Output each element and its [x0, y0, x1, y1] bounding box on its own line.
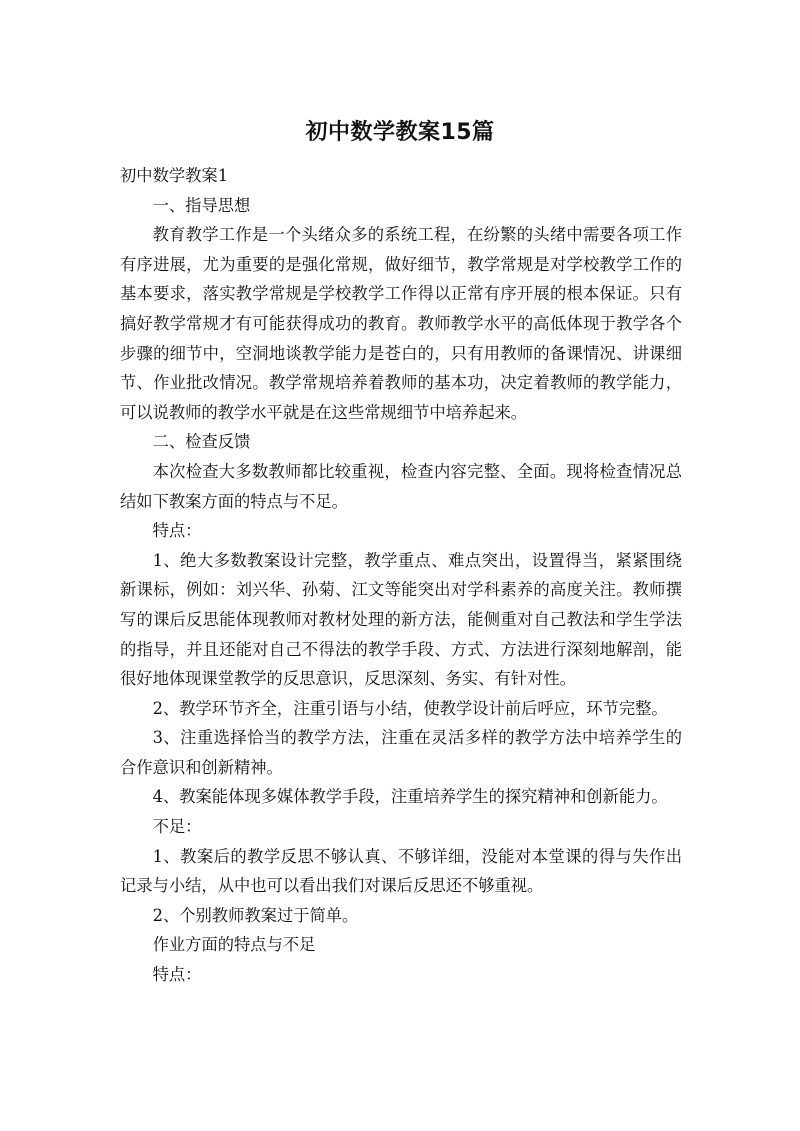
document-title: 初中数学教案15篇	[305, 120, 495, 145]
label-homework-features: 特点：	[152, 965, 202, 985]
section-heading-lesson-1: 初中数学教案1	[120, 166, 229, 185]
paragraph-inspection-summary: 本次检查大多数教师都比较重视，检查内容完整、全面。现将检查情况总结如下教案方面的特点与不足。	[120, 461, 682, 511]
document-body	[120, 161, 682, 990]
label-features: 特点：	[152, 521, 202, 541]
feature-item-4: 4、教案能体现多媒体教学手段，注重培养学生的探究精神和创新能力。	[152, 787, 668, 807]
feature-item-2: 2、教学环节齐全，注重引语与小结，使教学设计前后呼应，环节完整。	[152, 698, 668, 718]
subheading-homework: 作业方面的特点与不足	[152, 935, 316, 955]
shortcoming-item-2: 2、个别教师教案过于简单。	[152, 905, 359, 925]
shortcoming-item-1: 1、教案后的教学反思不够认真、不够详细，没能对本堂课的得与失作出记录与小结，从中也可以看出我们对课后反思还不够重视。	[120, 846, 682, 896]
label-shortcomings: 不足：	[152, 817, 202, 837]
subheading-guiding-ideology: 一、指导思想	[152, 195, 251, 215]
feature-item-1: 1、绝大多数教案设计完整，教学重点、难点突出，设置得当，紧紧围绕新课标，例如：刘兴华、孙菊、江文等能突出对学科素养的高度关注。教师撰写的课后反思能体现教师对教材处理的新方法，能侧重对自己教法和学生学法的指导，并且还能对自己不得法的教学手段、方式、方法进行深刻地解剖，能很好地体现课堂教学的反思意识，反思深刻、务实、有针对性。	[120, 550, 682, 689]
paragraph-guiding-ideology: 教育教学工作是一个头绪众多的系统工程，在纷繁的头绪中需要各项工作有序进展，尤为重要的是强化常规，做好细节，教学常规是对学校教学工作的基本要求，落实教学常规是学校教学工作得以正常有序开展的根本保证。只有搞好教学常规才有可能获得成功的教育。教师教学水平的高低体现于教学各个步骤的细节中，空洞地谈教学能力是苍白的，只有用教师的备课情况、讲课细节、作业批改情况。教学常规培养着教师的基本功，决定着教师的教学能力，可以说教师的教学水平就是在这些常规细节中培养起来。	[120, 225, 682, 422]
subheading-inspection-feedback: 二、检查反馈	[152, 432, 251, 452]
feature-item-3: 3、注重选择恰当的教学方法，注重在灵活多样的教学方法中培养学生的合作意识和创新精神。	[120, 728, 682, 777]
